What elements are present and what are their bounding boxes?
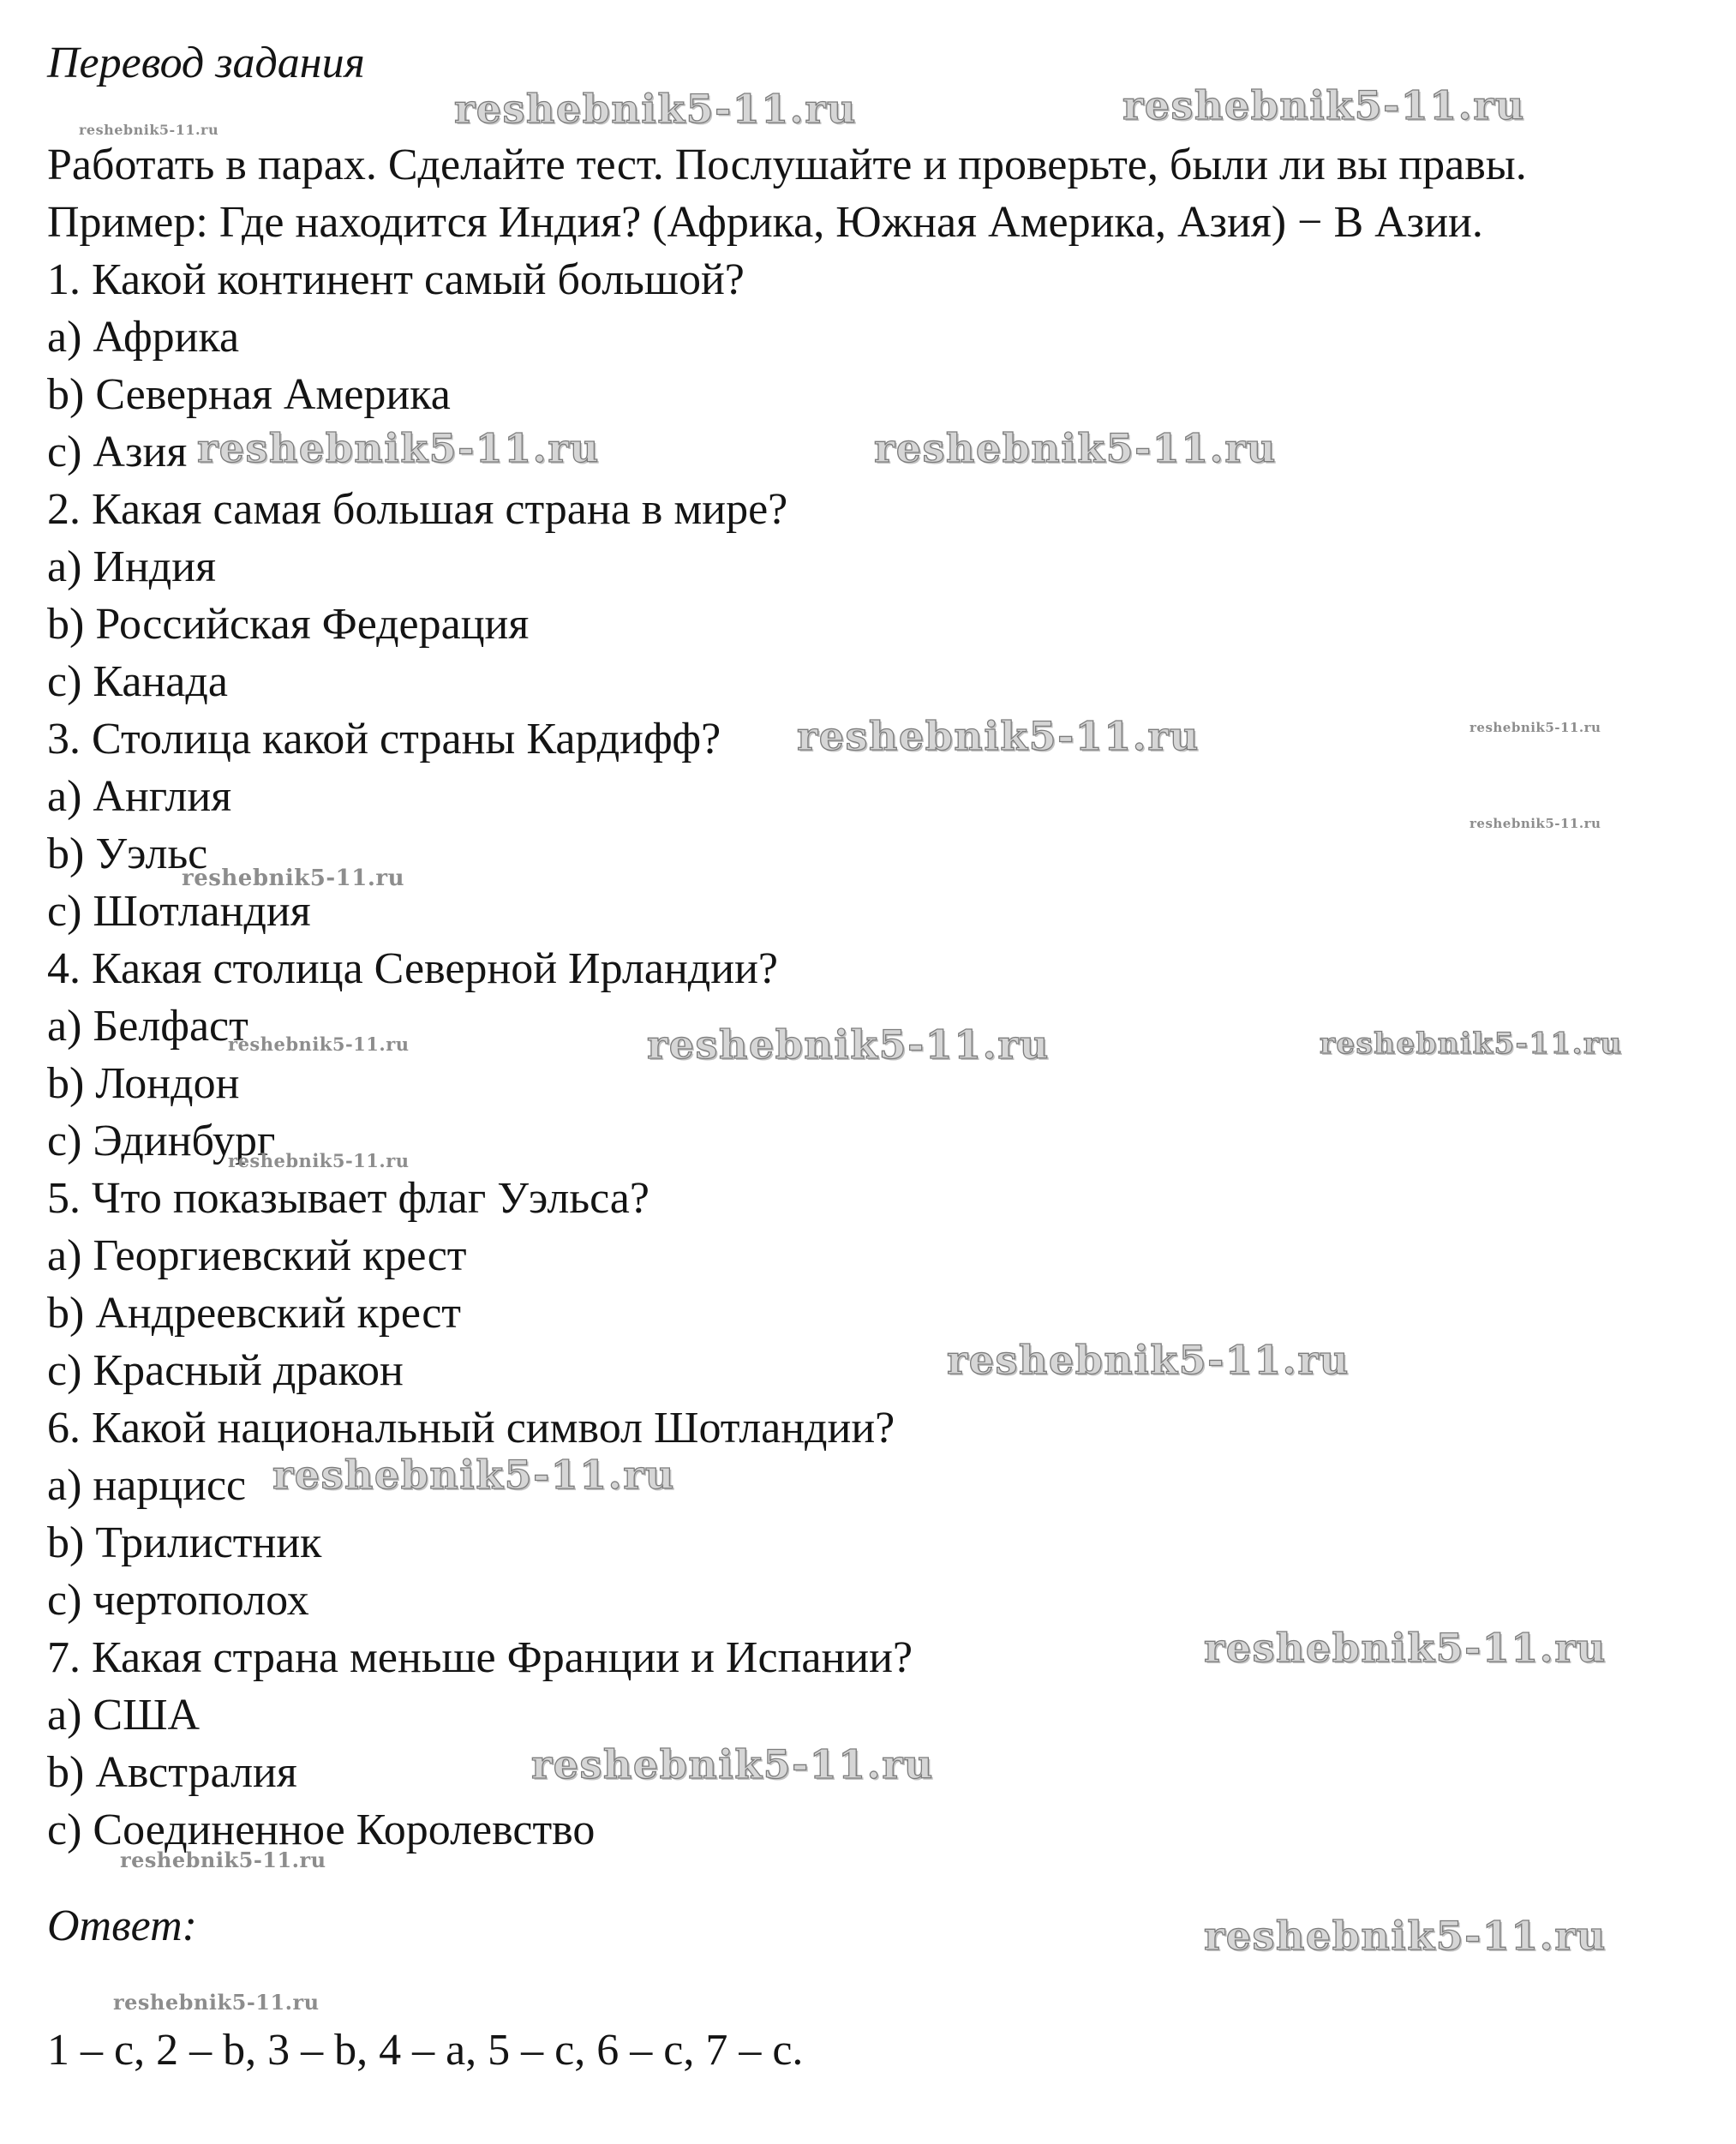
question-1-text: 1. Какой континент самый большой? [47,255,745,304]
question-7-option-a: a) США [47,1691,201,1740]
watermark: reshebnik5-11.ru [79,122,219,138]
watermark: reshebnik5-11.ru [1470,816,1601,831]
answer-text: 1 – c, 2 – b, 3 – b, 4 – a, 5 – c, 6 – c, 7 – c. [47,2026,804,2075]
answer-label: Ответ: [47,1901,197,1950]
watermark: reshebnik5-11.ru [1470,720,1601,735]
watermark: reshebnik5-11.ru [454,86,857,132]
watermark: reshebnik5-11.ru [113,1990,320,2015]
question-6-text: 6. Какой национальный символ Шотландии? [47,1404,895,1452]
watermark: reshebnik5-11.ru [1204,1913,1607,1959]
question-3-option-a: a) Англия [47,772,232,821]
intro-line-2: Пример: Где находится Индия? (Африка, Южная Америка, Азия) − В Азии. [47,198,1483,247]
watermark: reshebnik5-11.ru [1204,1625,1607,1671]
watermark: reshebnik5-11.ru [531,1741,934,1788]
question-2-option-a: a) Индия [47,542,216,591]
question-2-option-c: c) Канада [47,657,228,706]
question-7-option-c: c) Соединенное Королевство [47,1806,596,1854]
watermark: reshebnik5-11.ru [797,713,1200,759]
watermark: reshebnik5-11.ru [1122,82,1525,129]
watermark: reshebnik5-11.ru [197,425,600,471]
question-3-text: 3. Столица какой страны Кардифф? [47,715,721,764]
question-1-option-b: b) Северная Америка [47,370,451,419]
question-5-text: 5. Что показывает флаг Уэльса? [47,1174,650,1223]
question-3-option-b: b) Уэльс [47,829,208,878]
question-6-option-b: b) Трилистник [47,1518,322,1567]
question-4-option-c: c) Эдинбург [47,1117,276,1165]
watermark: reshebnik5-11.ru [947,1337,1350,1383]
task-translation-title: Перевод задания [47,39,365,87]
question-1-option-a: a) Африка [47,313,240,362]
question-4-text: 4. Какая столица Северной Ирландии? [47,944,778,993]
watermark: reshebnik5-11.ru [120,1848,326,1872]
watermark: reshebnik5-11.ru [272,1452,675,1498]
watermark: reshebnik5-11.ru [228,1033,410,1055]
question-2-option-b: b) Российская Федерация [47,600,530,649]
watermark: reshebnik5-11.ru [647,1021,1050,1068]
question-5-option-c: c) Красный дракон [47,1346,404,1395]
question-1-option-c: c) Азия [47,428,188,476]
question-3-option-c: c) Шотландия [47,887,311,936]
question-7-option-b: b) Австралия [47,1748,297,1797]
question-6-option-c: c) чертополох [47,1576,309,1625]
watermark: reshebnik5-11.ru [874,425,1277,471]
question-6-option-a: a) нарцисс [47,1461,247,1510]
question-4-option-a: a) Белфаст [47,1002,248,1051]
intro-line-1: Работать в парах. Сделайте тест. Послушайте и проверьте, были ли вы правы. [47,141,1527,189]
question-5-option-a: a) Георгиевский крест [47,1231,467,1280]
watermark: reshebnik5-11.ru [1320,1027,1623,1061]
question-4-option-b: b) Лондон [47,1059,240,1108]
watermark: reshebnik5-11.ru [182,865,405,891]
question-5-option-b: b) Андреевский крест [47,1289,462,1338]
watermark: reshebnik5-11.ru [228,1150,410,1171]
question-7-text: 7. Какая страна меньше Франции и Испании? [47,1633,913,1682]
question-2-text: 2. Какая самая большая страна в мире? [47,485,788,534]
